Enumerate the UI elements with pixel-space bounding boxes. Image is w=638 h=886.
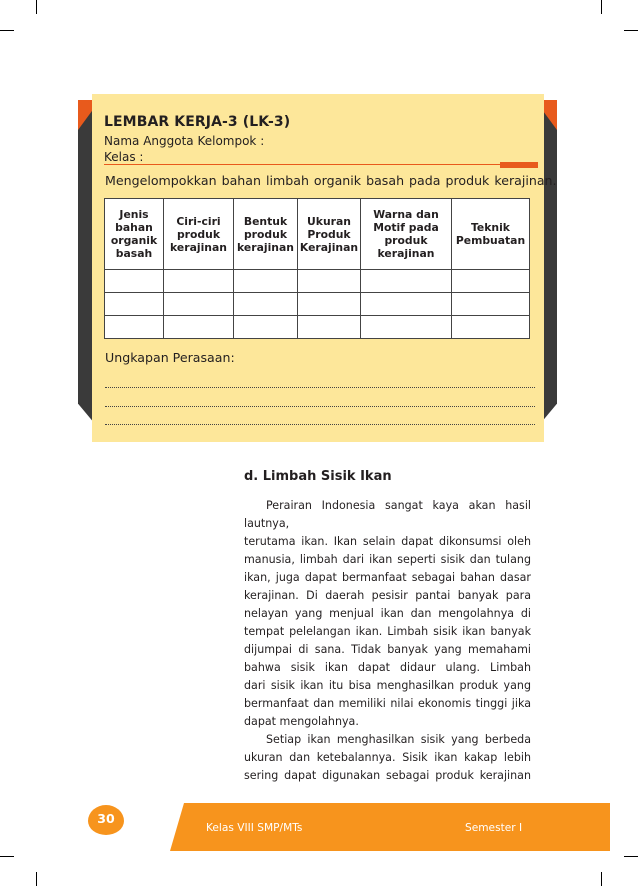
body-line: terutama ikan. Ikan selain dapat dikonsumsi oleh xyxy=(244,535,531,548)
table-cell[interactable] xyxy=(298,293,361,316)
body-line: sering dapat digunakan sebagai produk kerajinan xyxy=(244,769,531,782)
table-cell[interactable] xyxy=(298,270,361,293)
answer-line[interactable] xyxy=(105,406,535,407)
crop-mark xyxy=(0,30,14,31)
section-heading: d. Limbah Sisik Ikan xyxy=(244,469,392,484)
body-line: tempat pelelangan ikan. Limbah sisik ikan banyak xyxy=(244,625,531,638)
header-cell: Warna dan Motif pada produk kerajinan xyxy=(361,199,452,270)
table-header-row xyxy=(105,199,530,270)
divider-tab xyxy=(500,162,538,168)
table-cell[interactable] xyxy=(361,293,452,316)
crop-mark xyxy=(624,856,638,857)
body-line: bermanfaat dan memiliki nilai ekonomis tinggi jika xyxy=(244,697,531,710)
footer-semester-label: Semester I xyxy=(465,822,523,834)
header-cell: Ukuran Produk Kerajinan xyxy=(298,199,361,270)
footer-class-label: Kelas VIII SMP/MTs xyxy=(206,822,303,834)
crop-mark xyxy=(601,0,602,14)
worksheet-table xyxy=(104,198,530,339)
table-cell[interactable] xyxy=(452,293,530,316)
table-cell[interactable] xyxy=(361,316,452,339)
body-line: dapat mengolahnya. xyxy=(244,715,359,728)
body-line: kerajinan. Di daerah pesisir pantai banyak para xyxy=(244,589,531,602)
crop-mark xyxy=(36,872,37,886)
table-cell[interactable] xyxy=(452,316,530,339)
table-cell[interactable] xyxy=(298,316,361,339)
body-line: Setiap ikan menghasilkan sisik yang berbeda xyxy=(266,733,531,746)
answer-line[interactable] xyxy=(105,424,535,425)
table-cell[interactable] xyxy=(105,270,164,293)
body-line: ukuran dan ketebalannya. Sisik ikan kakap lebih xyxy=(244,751,531,764)
header-cell: Ciri-ciri produk kerajinan xyxy=(164,199,234,270)
table-cell[interactable] xyxy=(361,270,452,293)
table-row xyxy=(105,293,530,316)
table-cell[interactable] xyxy=(105,293,164,316)
table-row xyxy=(105,316,530,339)
body-line: nelayan yang menjual ikan dan mengolahnya di xyxy=(244,607,531,620)
table-cell[interactable] xyxy=(234,316,298,339)
group-members-label: Nama Anggota Kelompok : xyxy=(104,134,265,148)
crop-mark xyxy=(0,856,14,857)
page-number: 30 xyxy=(97,811,115,826)
table-cell[interactable] xyxy=(234,293,298,316)
header-cell: Teknik Pembuatan xyxy=(452,199,530,270)
class-label: Kelas : xyxy=(104,150,144,164)
header-cell: Jenis bahan organik basah xyxy=(105,199,164,270)
crop-mark xyxy=(601,872,602,886)
body-line: dijumpai di sana. Tidak banyak yang memahami xyxy=(244,643,531,656)
body-line: ikan, juga dapat bermanfaat sebagai bahan dasar xyxy=(244,571,531,584)
worksheet-instruction: Mengelompokkan bahan limbah organik basah pada produk kerajinan. xyxy=(105,173,557,188)
crop-mark xyxy=(624,30,638,31)
table-cell[interactable] xyxy=(164,293,234,316)
body-line: manusia, limbah dari ikan seperti sisik dan tulang xyxy=(244,553,531,566)
table-row xyxy=(105,270,530,293)
body-line: bahwa sisik ikan dapat didaur ulang. Limbah xyxy=(244,661,531,674)
body-line: Perairan Indonesia sangat kaya akan hasil lautnya, xyxy=(244,499,531,530)
table-cell[interactable] xyxy=(452,270,530,293)
body-line: dari sisik ikan itu bisa menghasilkan produk yang xyxy=(244,679,531,692)
table-cell[interactable] xyxy=(164,270,234,293)
feelings-label: Ungkapan Perasaan: xyxy=(105,350,235,365)
worksheet-title: LEMBAR KERJA-3 (LK-3) xyxy=(104,114,291,130)
table-cell[interactable] xyxy=(234,270,298,293)
answer-line[interactable] xyxy=(105,387,535,388)
footer-notch xyxy=(170,803,184,851)
divider-rule xyxy=(104,164,532,165)
crop-mark xyxy=(36,0,37,14)
table-cell[interactable] xyxy=(164,316,234,339)
section-body xyxy=(244,497,531,785)
table-cell[interactable] xyxy=(105,316,164,339)
header-cell: Bentuk produk kerajinan xyxy=(234,199,298,270)
